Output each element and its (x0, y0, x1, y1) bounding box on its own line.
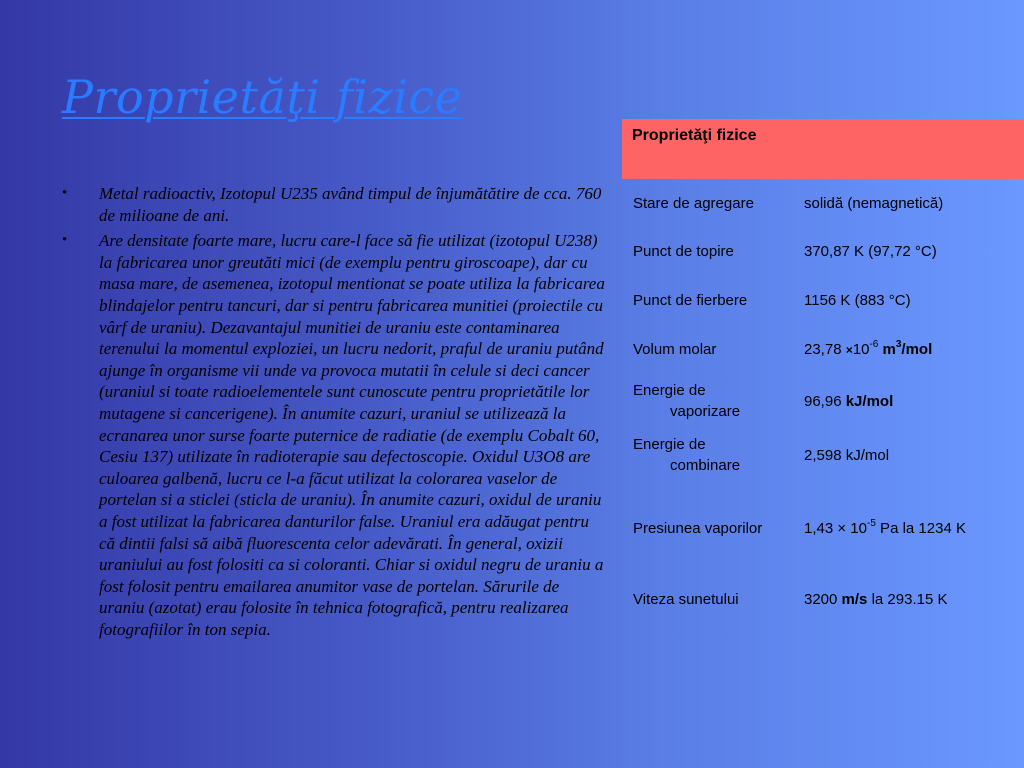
table-row (622, 339, 1024, 361)
bullet-item (62, 230, 607, 640)
value-unit: m/s (841, 591, 868, 608)
properties-table-header: Proprietăţi fizice (622, 119, 1024, 179)
table-row (622, 290, 1024, 311)
row-label (622, 434, 804, 476)
value-number: 23,78 (804, 341, 846, 358)
value-number: 96,96 (804, 393, 846, 410)
table-row (622, 193, 1024, 214)
row-value: 2,598 kJ/mol (804, 447, 890, 464)
value-exponent: -5 (866, 518, 876, 529)
row-value: 370,87 K (97,72 °C) (804, 243, 937, 260)
row-value (804, 589, 1024, 610)
row-value: 1156 K (883 °C) (804, 292, 911, 309)
row-label: Stare de agregare (633, 195, 754, 212)
value-unit: m (878, 341, 896, 358)
row-label: Punct de fierbere (633, 292, 748, 309)
value-base: 10 (852, 341, 870, 358)
row-value (804, 380, 1024, 422)
times-sign: × (845, 343, 853, 357)
value-unit: kJ/mol (845, 393, 894, 410)
value-number: 1,43 × 10 (804, 520, 867, 537)
row-value (804, 339, 1024, 361)
row-label: Presiunea vaporilor (633, 520, 763, 537)
bullet-marker: • (62, 185, 68, 201)
row-value: solidă (nemagnetică) (804, 195, 944, 212)
bullet-text: Are densitate foarte mare, lucru care-l face să fie utilizat (izotopul U238) la fabricarea unor greutăti mici (de exemplu pentru giroscoape), dar cu masa mare, de asemenea, izotopul mentionat se poate utiliza la fabricarea blindajelor pentru tancuri, dar si pentru fabricarea munitiei (proiectile cu vârf de uraniu). Dezavantajul munitiei de uraniu este contaminarea terenului la momentul exploziei, un lucru nedorit, praful de uraniu putând ajunge în organisme vii unde va provoca mutatii în celule si deci cancer (uraniul si toate radioelementele sunt cunoscute pentru proprietătile lor mutagene si cancerigene). În anumite cazuri, uraniul se utilizează la ecranarea unor surse foarte puternice de radiatie (de exemplu Cobalt 60, Cesiu 137) utilizate în radioterapie sau defectoscopie. Oxidul U3O8 are culoarea galbenă, lucru ce l-a făcut utilizat la colorarea vaselor de portelan si a sticlei (sticla de uraniu). În anumite cazuri, oxidul de uraniu a fost utilizat la fabricarea danturilor false. Uraniul era adăugat pentru că dintii falsi să aibă fluorescenta celor adevărati. În general, oxizii uraniului au fost folositi ca si coloranti. Chiar si oxidul negru de uraniu a fost folosit pentru emailarea anumitor vase de portelan. Sărurile de uraniu (azotat) erau folosite în tehnica fotografică, pentru realizarea fotografiilor în ton sepia. (99, 231, 605, 639)
bullet-marker: • (62, 232, 68, 249)
row-label: Punct de topire (633, 243, 734, 260)
table-row (622, 434, 1024, 476)
table-row (622, 380, 1024, 422)
value-condition: la 293.15 K (867, 591, 948, 608)
unit-exponent: 3 (895, 339, 902, 350)
value-unit-suffix: /mol (901, 341, 933, 358)
value-number: 3200 (804, 591, 842, 608)
bullet-item (62, 183, 607, 226)
row-label-line: Energie de (633, 436, 706, 453)
bullet-text: Metal radioactiv, Izotopul U235 având timpul de înjumătătire de cca. 760 de milioane de ani. (99, 184, 602, 225)
row-label-line: vaporizare (670, 403, 741, 420)
bullet-list (62, 183, 607, 644)
value-unit: Pa la 1234 K (875, 520, 966, 537)
slide-title: Proprietăţi fizice (62, 70, 463, 124)
row-label: Viteza sunetului (633, 591, 739, 608)
row-label-line: combinare (670, 457, 741, 474)
row-label: Volum molar (633, 341, 717, 358)
table-row (622, 589, 1024, 610)
table-row (622, 518, 1024, 539)
row-value (804, 518, 1024, 539)
table-row (622, 241, 1024, 262)
row-label (622, 380, 804, 422)
row-label-line: Energie de (633, 382, 706, 399)
value-exponent: -6 (869, 339, 879, 350)
